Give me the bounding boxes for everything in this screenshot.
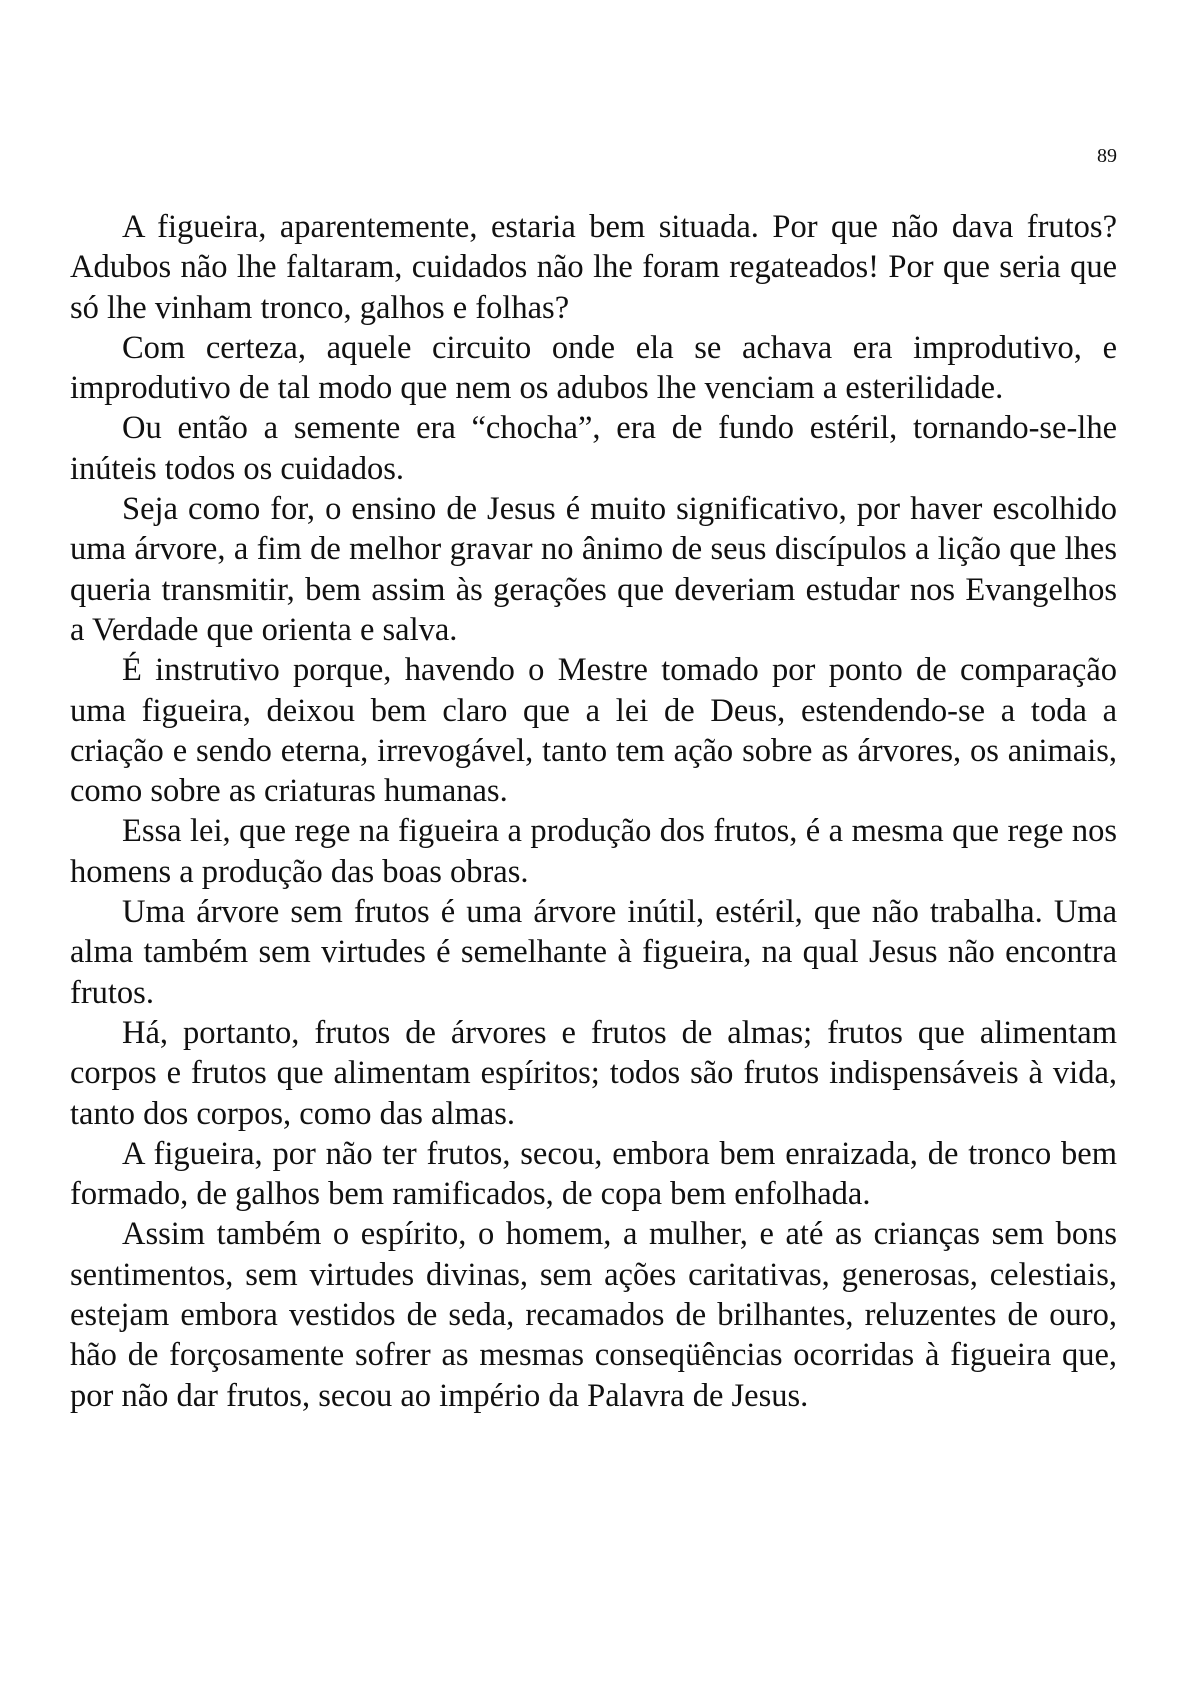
paragraph: Há, portanto, frutos de árvores e frutos de almas; frutos que alimentam corpos e frutos que alimentam espíritos; todos são frutos indispensáveis à vida, tanto dos corpos, como das almas. xyxy=(70,1014,1117,1132)
paragraph: Ou então a semente era “chocha”, era de fundo estéril, tornando-se-lhe inúteis todos os cuidados. xyxy=(70,410,1117,487)
paragraph: Com certeza, aquele circuito onde ela se achava era improdutivo, e improdutivo de tal modo que nem os adubos lhe venciam a esterilidade. xyxy=(70,329,1117,407)
paragraph: A figueira, por não ter frutos, secou, embora bem enraizada, de tronco bem formado, de galhos bem ramificados, de copa bem enfolhada. xyxy=(70,1135,1117,1213)
paragraph: Assim também o espírito, o homem, a mulher, e até as crianças sem bons sentimentos, sem virtudes divinas, sem ações caritativas, generosas, celestiais, estejam embora vestidos de seda, recamados de brilhantes, reluzentes de ouro, hão de forçosamente sofrer as mesmas conseqüências ocorridas à figueira que, por não dar frutos, secou ao império da Palavra de Jesus. xyxy=(70,1216,1117,1414)
paragraph: A figueira, aparentemente, estaria bem situada. Por que não dava frutos? Adubos não lhe faltaram, cuidados não lhe foram regateados! Por que seria que só lhe vinham tronco, galhos e folhas? xyxy=(70,209,1117,326)
paragraph: Essa lei, que rege na figueira a produção dos frutos, é a mesma que rege nos homens a produção das boas obras. xyxy=(70,813,1117,890)
paragraph: Seja como for, o ensino de Jesus é muito significativo, por haver escolhido uma árvore, a fim de melhor gravar no ânimo de seus discípulos a lição que lhes queria transmitir, bem assim às gerações que deveriam estudar nos Evangelhos a Verdade que orienta e salva. xyxy=(70,491,1117,648)
paragraph: Uma árvore sem frutos é uma árvore inútil, estéril, que não trabalha. Uma alma também sem virtudes é semelhante à figueira, na qual Jesus não encontra frutos. xyxy=(70,894,1117,1011)
paragraph: É instrutivo porque, havendo o Mestre tomado por ponto de comparação uma figueira, deixou bem claro que a lei de Deus, estendendo-se a toda a criação e sendo eterna, irrevogável, tanto tem ação sobre as árvores, os animais, como sobre as criaturas humanas. xyxy=(70,652,1117,810)
body-text xyxy=(70,207,1117,1416)
page-number: 89 xyxy=(1097,145,1117,167)
